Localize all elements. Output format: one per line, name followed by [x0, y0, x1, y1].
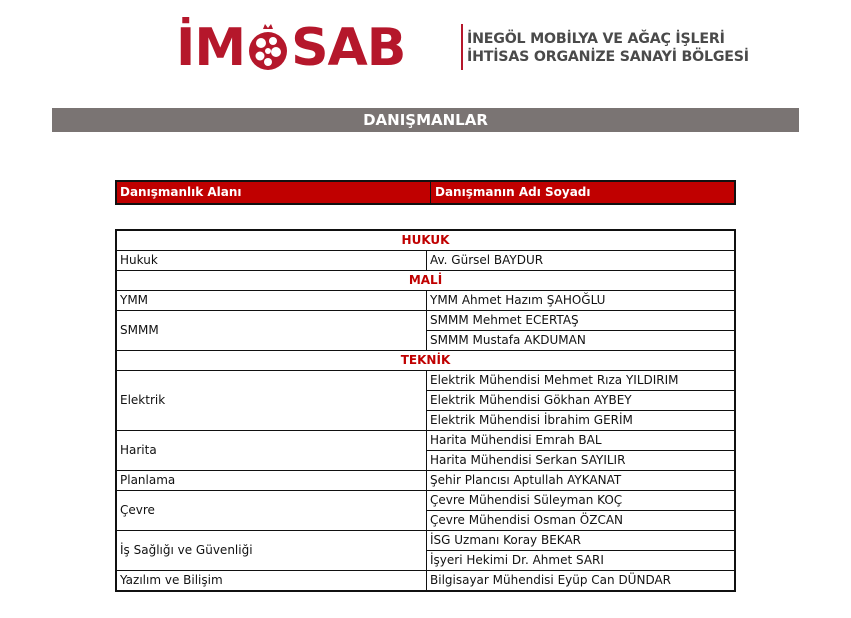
table-row — [116, 531, 735, 551]
table-row — [116, 251, 735, 271]
table-row — [116, 571, 735, 592]
table-row — [116, 371, 735, 391]
section-row — [116, 230, 735, 251]
consultant-cell: SMMM Mustafa AKDUMAN — [427, 331, 736, 351]
consultant-cell: Elektrik Mühendisi Mehmet Rıza YILDIRIM — [427, 371, 736, 391]
section-row — [116, 271, 735, 291]
area-cell: Yazılım ve Bilişim — [116, 571, 427, 592]
logo-divider — [461, 24, 463, 70]
logo-org-name — [467, 30, 749, 66]
consultant-cell: YMM Ahmet Hazım ŞAHOĞLU — [427, 291, 736, 311]
consultant-cell: Harita Mühendisi Emrah BAL — [427, 431, 736, 451]
column-header-name: Danışmanın Adı Soyadı — [435, 185, 591, 199]
logo-org-line-1: İNEGÖL MOBİLYA VE AĞAÇ İŞLERİ — [467, 31, 725, 47]
area-cell: Planlama — [116, 471, 427, 491]
consultant-cell: Harita Mühendisi Serkan SAYILIR — [427, 451, 736, 471]
consultant-cell: Şehir Plancısı Aptullah AYKANAT — [427, 471, 736, 491]
consultant-cell: Elektrik Mühendisi Gökhan AYBEY — [427, 391, 736, 411]
table-row — [116, 431, 735, 451]
area-cell: Hukuk — [116, 251, 427, 271]
area-cell: Harita — [116, 431, 427, 471]
imosab-logo — [176, 18, 749, 78]
consultant-cell: Elektrik Mühendisi İbrahim GERİM — [427, 411, 736, 431]
consultant-cell: Çevre Mühendisi Süleyman KOÇ — [427, 491, 736, 511]
consultant-cell: İSG Uzmanı Koray BEKAR — [427, 531, 736, 551]
consultants-table — [115, 229, 736, 592]
table-header — [115, 180, 736, 205]
consultant-cell: Av. Gürsel BAYDUR — [427, 251, 736, 271]
section-teknik: TEKNİK — [116, 351, 735, 371]
logo-org-line-2: İHTİSAS ORGANİZE SANAYİ BÖLGESİ — [467, 49, 749, 65]
section-hukuk: HUKUK — [116, 230, 735, 251]
column-header-area: Danışmanlık Alanı — [117, 182, 431, 203]
area-cell: Çevre — [116, 491, 427, 531]
logo-wordmark-right: SAB — [291, 18, 406, 78]
section-mali: MALİ — [116, 271, 735, 291]
area-cell: Elektrik — [116, 371, 427, 431]
table-row — [116, 491, 735, 511]
table-row — [116, 311, 735, 331]
consultant-cell: İşyeri Hekimi Dr. Ahmet SARI — [427, 551, 736, 571]
table-row — [116, 291, 735, 311]
consultant-cell: Çevre Mühendisi Osman ÖZCAN — [427, 511, 736, 531]
area-cell: İş Sağlığı ve Güvenliği — [116, 531, 427, 571]
area-cell: YMM — [116, 291, 427, 311]
logo-wordmark — [176, 20, 405, 76]
pomegranate-icon — [246, 23, 290, 73]
page-title: DANIŞMANLAR — [52, 108, 799, 132]
logo-wordmark-left: İM — [176, 18, 246, 78]
area-cell: SMMM — [116, 311, 427, 351]
consultant-cell: SMMM Mehmet ECERTAŞ — [427, 311, 736, 331]
section-row — [116, 351, 735, 371]
table-row — [116, 471, 735, 491]
consultant-cell: Bilgisayar Mühendisi Eyüp Can DÜNDAR — [427, 571, 736, 592]
